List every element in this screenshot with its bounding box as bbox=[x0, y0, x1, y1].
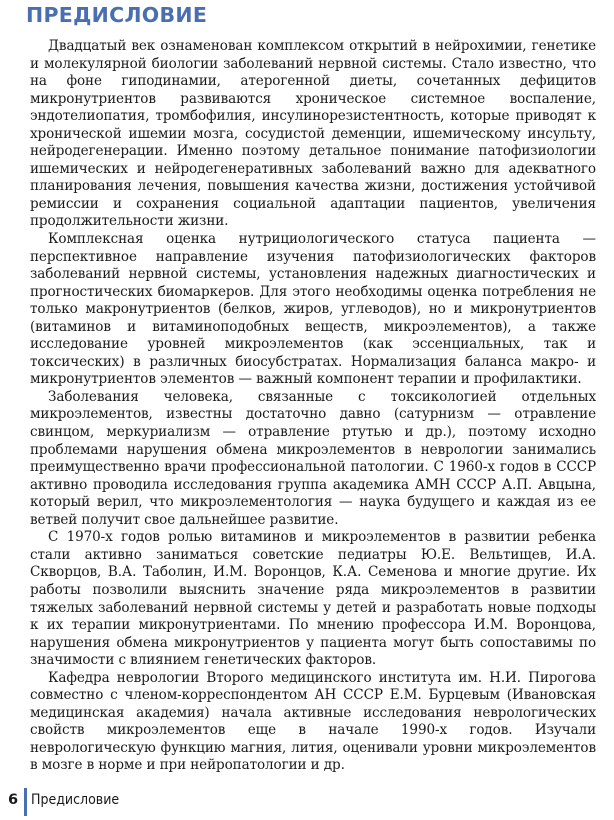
footer-divider bbox=[24, 788, 27, 816]
page-footer bbox=[0, 788, 614, 816]
paragraph-5: Кафедра неврологии Второго медицинского института им. Н.И. Пирогова совместно с членом-корреспондентом АН СССР Е.М. Бурцевым (Ивановская медицинская академия) начала активные исследования неврологических свойств микроэлементов еще в начале 1990-х годов. Изучали неврологическую функцию магния, лития, оценивали уровни микроэлементов в мозге в норме и при нейропатологии и др. bbox=[30, 669, 596, 774]
body-text bbox=[30, 38, 596, 775]
paragraph-3: Заболевания человека, связанные с токсикологией отдельных микроэлементов, известны достаточно давно (сатурнизм — отравление свинцом, меркуриализм — отравление ртутью и др.), поэтому исходно проблемами нарушения обмена микроэлементов в неврологии занимались преимущественно врачи профессиональной патологии. С 1960-х годов в СССР активно проводила исследования группа академика АМН СССР А.П. Авцына, который верил, что микроэлементология — наука будущего и каждая из ее ветвей получит свое дальнейшее развитие. bbox=[30, 388, 596, 528]
paragraph-4: С 1970-х годов ролью витаминов и микроэлементов в развитии ребенка стали активно заниматься советские педиатры Ю.Е. Вельтищев, И.А. Скворцов, В.А. Таболин, И.М. Воронцов, К.А. Семенова и многие другие. Их работы позволили выяснить значение ряда микроэлементов в развитии тяжелых заболеваний нервной системы у детей и разработать новые подходы к их терапии микронутриентами. По мнению профессора И.М. Воронцова, нарушения обмена микронутриентов у пациента могут быть сопоставимы по значимости с влиянием генетических факторов. bbox=[30, 529, 596, 669]
page-number: 6 bbox=[8, 792, 19, 808]
running-head: Предисловие bbox=[31, 792, 120, 808]
page-title: ПРЕДИСЛОВИЕ bbox=[26, 3, 208, 27]
paragraph-1: Двадцатый век ознаменован комплексом открытий в нейрохимии, генетике и молекулярной биологии заболеваний нервной системы. Стало известно, что на фоне гиподинамии, атерогенной диеты, сочетанных дефицитов микронутриентов развиваются хроническое системное воспаление, эндотелиопатия, тромбофилия, инсулинорезистентность, которые приводят к хронической ишемии мозга, сосудистой деменции, ишемическому инсульту, нейродегенерации. Именно поэтому детальное понимание патофизиологии ишемических и нейродегенеративных заболеваний важно для адекватного планирования лечения, повышения качества жизни, достижения устойчивой ремиссии и сохранения социальной адаптации пациентов, увеличения продолжительности жизни. bbox=[30, 38, 596, 230]
paragraph-2: Комплексная оценка нутрициологического статуса пациента — перспективное направление изучения патофизиологических факторов заболеваний нервной системы, установления надежных диагностических и прогностических биомаркеров. Для этого необходимы оценка потребления не только макронутриентов (белков, жиров, углеводов), но и микронутриентов (витаминов и витаминоподобных веществ, микроэлементов), а также исследование уровней микроэлементов (как эссенциальных, так и токсических) в различных биосубстратах. Нормализация баланса макро- и микронутриентов элементов — важный компонент терапии и профилактики. bbox=[30, 231, 596, 388]
